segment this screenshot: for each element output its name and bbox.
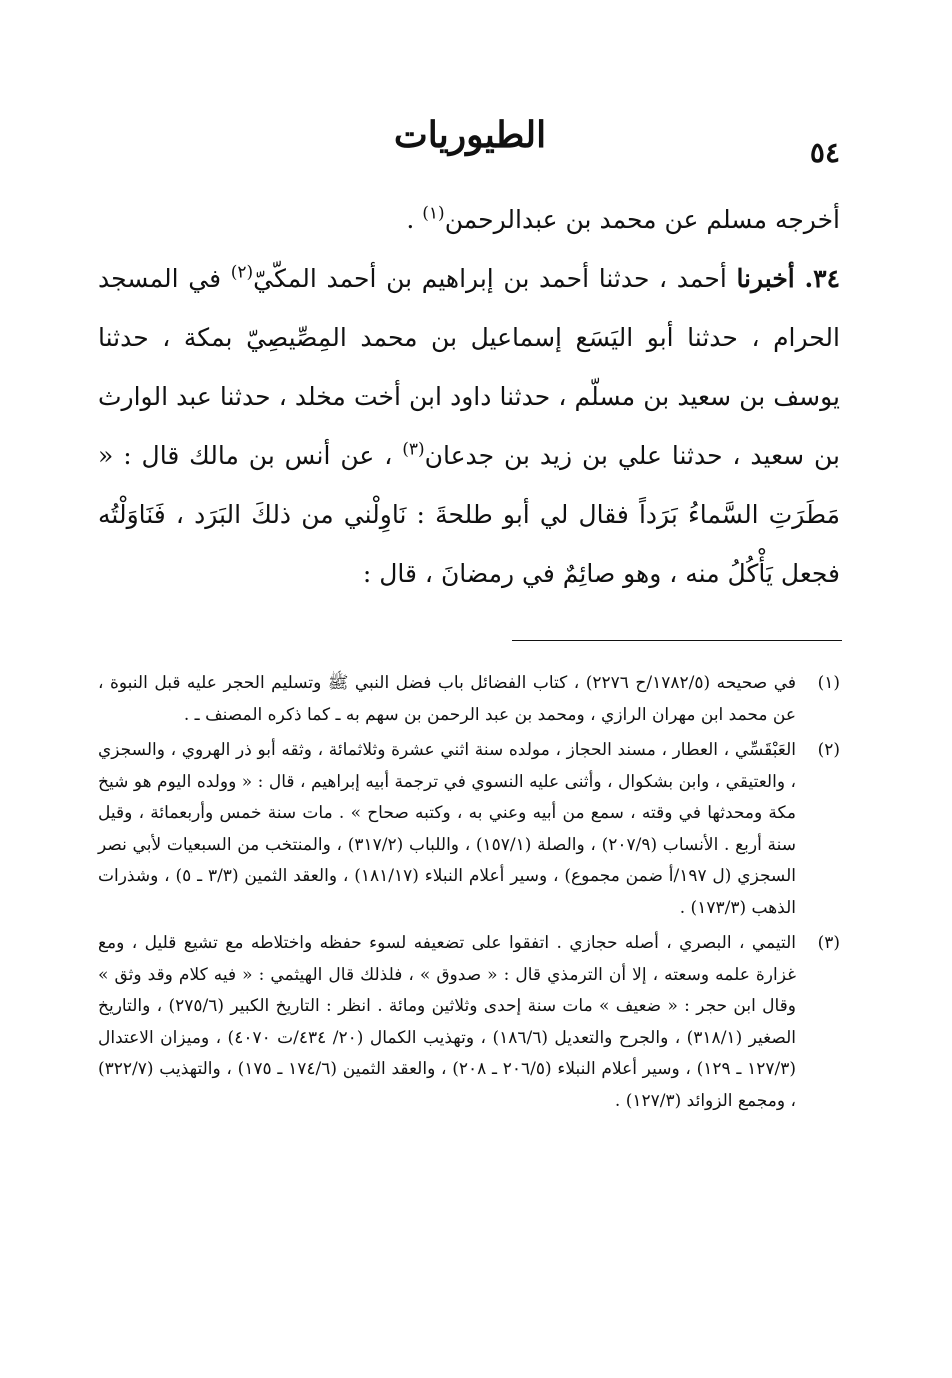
footnote-1 (98, 668, 840, 731)
hadith-segment-3: ، عن أنس بن مالك قال : « مَطَرَتِ السَّماءُ بَرَداً فقال لي أبو طلحةَ : نَاوِلْني من ذلكَ البَرَد ، فَنَاوَلْتُه فجعل يَأْكُلُ منه ، وهو صائِمٌ في رمضانَ ، قال : (98, 441, 840, 588)
book-title: الطيوريات (393, 114, 547, 156)
opening-line (98, 190, 840, 249)
footnote-ref-1: (١) (422, 203, 445, 224)
opening-line-end: . (406, 205, 423, 234)
footnotes (98, 668, 840, 1121)
hadith-segment-1: أحمد ، حدثنا أحمد بن إبراهيم بن أحمد المكّيّ (253, 264, 737, 293)
hadith-number: ٣٤. (804, 264, 841, 293)
footnote-number: (١) (817, 673, 840, 693)
footnote-separator (512, 640, 842, 641)
footnote-text: العَبْقَسِّي ، العطار ، مسند الحجاز ، مولده سنة اثني عشرة وثلاثمائة ، وثقه أبو ذر الهروي ، والسجزي ، والعتيقي ، وابن بشكوال ، وأثنى عليه النسوي في ترجمة أبيه إبراهيم ، قال : « وولده اليوم هو شيخ مكة ومحدثها في وقته ، سمع من أبيه وعني به ، وكتبه صحاح » . مات سنة خمس وأربعمائة ، وقيل سنة أربع . الأنساب (٢٠٧/٩) ، والصلة (١٥٧/١) ، واللباب (٣١٧/٢) ، والمنتخب من السبعيات لأبي نصر السجزي (ل ١٩٧/أ ضمن مجموع) ، وسير أعلام النبلاء (١٨١/١٧) ، والعقد الثمين (٣/٣ ـ ٥) ، وشذرات الذهب (١٧٣/٣) . (98, 740, 796, 918)
footnote-text: في صحيحه (١٧٨٢/٥/ح ٢٢٧٦) ، كتاب الفضائل باب فضل النبي ﷺ وتسليم الحجر عليه قبل النبوة ، عن محمد ابن مهران الرازي ، ومحمد بن عبد الرحمن بن سهم به ـ كما ذكره المصنف ـ . (98, 673, 797, 725)
footnote-3 (98, 928, 840, 1117)
footnote-text: التيمي ، البصري ، أصله حجازي . اتفقوا على تضعيفه لسوء حفظه واختلاطه مع تشيع قليل ، ومع غزارة علمه وسعته ، إلا أن الترمذي قال : « صدوق » ، فلذلك قال الهيثمي : « فيه كلام وقد وثق » وقال ابن حجر : « ضعيف » مات سنة إحدى وثلاثين ومائة . انظر : التاريخ الكبير (٢٧٥/٦) ، والتاريخ الصغير (٣١٨/١) ، والجرح والتعديل (١٨٦/٦) ، وتهذيب الكمال (٢٠/ ٤٣٤/ت ٤٠٧٠) ، وميزان الاعتدال (١٢٧/٣ ـ ١٢٩) ، وسير أعلام النبلاء (٢٠٦/٥ ـ ٢٠٨) ، والعقد الثمين (١٧٤/٦ ـ ١٧٥) ، والتهذيب (٣٢٢/٧) ، ومجمع الزوائد (١٢٧/٣) . (98, 933, 796, 1111)
footnote-ref-3: (٣) (402, 439, 425, 460)
main-text (98, 190, 840, 603)
hadith-segment-2: في المسجد الحرام ، حدثنا أبو اليَسَع إسماعيل بن محمد المِصِّيصِيّ بمكة ، حدثنا يوسف بن سعيد بن مسلّم ، حدثنا داود ابن أخت مخلد ، حدثنا عبد الوارث بن سعيد ، حدثنا علي بن زيد بن جدعان (98, 264, 840, 470)
footnote-number: (٣) (817, 933, 840, 953)
page-header (100, 100, 840, 170)
hadith-opening-word: أخبرنا (736, 264, 795, 293)
footnote-number: (٢) (817, 740, 840, 760)
footnote-2 (98, 735, 840, 924)
page-number: ٥٤ (809, 136, 840, 169)
footnote-ref-2: (٢) (230, 262, 254, 283)
hadith-paragraph (98, 249, 840, 603)
opening-line-text: أخرجه مسلم عن محمد بن عبدالرحمن (444, 205, 840, 234)
